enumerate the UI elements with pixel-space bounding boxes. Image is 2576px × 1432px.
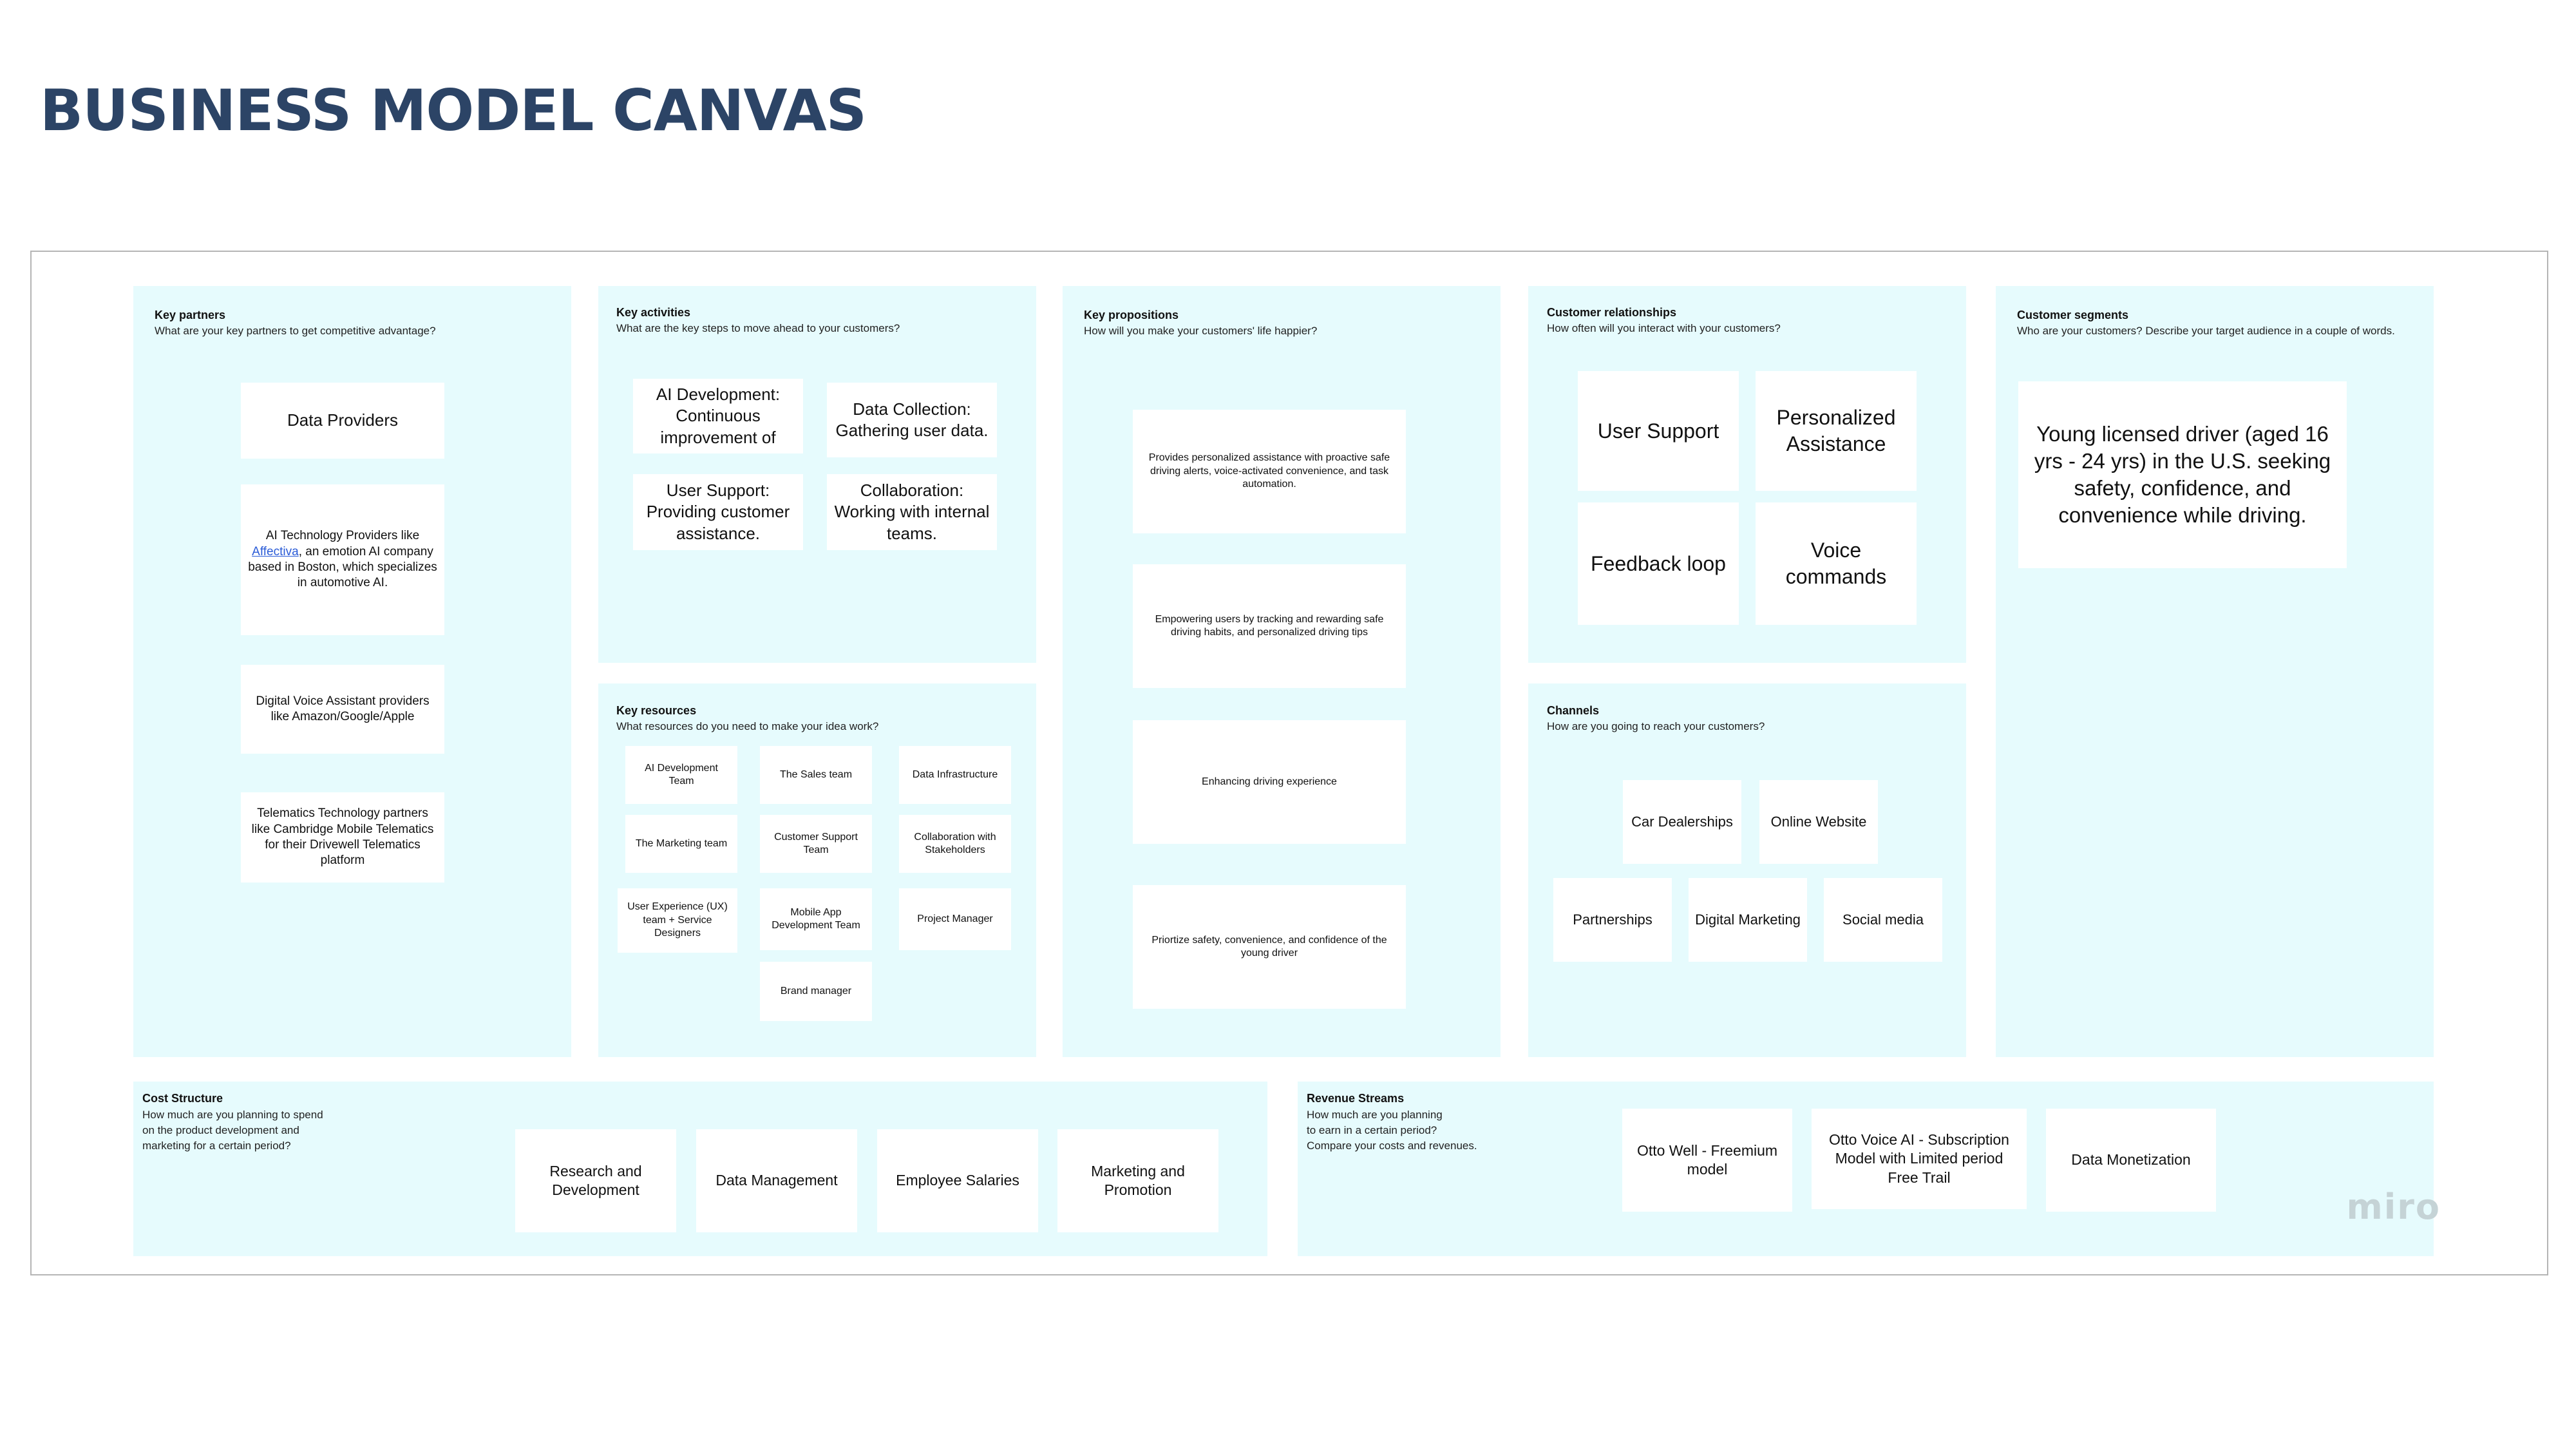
sticky-note[interactable] bbox=[1759, 780, 1878, 864]
section-question bbox=[142, 1107, 400, 1154]
sticky-note[interactable] bbox=[618, 888, 737, 953]
note-text: Otto Voice AI - Subscription Model with Limited period Free Trail bbox=[1829, 1131, 2009, 1186]
note-text: Project Manager bbox=[917, 913, 993, 924]
note-text: User Support bbox=[1597, 419, 1719, 443]
sticky-note[interactable] bbox=[1553, 878, 1672, 962]
sticky-note[interactable] bbox=[899, 888, 1011, 950]
section-question: What are the key steps to move ahead to your customers? bbox=[616, 322, 900, 334]
key-propositions-section[interactable] bbox=[1063, 286, 1501, 1057]
section-question: Who are your customers? Describe your target audience in a couple of words. bbox=[2017, 325, 2395, 337]
note-text: The Marketing team bbox=[635, 837, 728, 849]
note-text: Marketing and Promotion bbox=[1091, 1162, 1185, 1198]
note-text: Priortize safety, convenience, and confidence of the young driver bbox=[1151, 934, 1387, 959]
sticky-note[interactable] bbox=[877, 1129, 1038, 1232]
note-text-post: , an emotion AI company based in Boston, which specializes in automotive AI. bbox=[248, 544, 437, 590]
section-question: What resources do you need to make your idea work? bbox=[616, 720, 879, 732]
note-text: Telematics Technology partners like Cambridge Mobile Telematics for their Drivewell Telematics platform bbox=[251, 807, 434, 868]
note-text: Data Providers bbox=[287, 410, 398, 430]
sticky-note[interactable] bbox=[515, 1129, 676, 1232]
question-line: How much are you planning bbox=[1307, 1109, 1443, 1121]
sticky-note[interactable] bbox=[1578, 502, 1739, 625]
note-text: Personalized Assistance bbox=[1776, 406, 1896, 455]
note-text: Feedback loop bbox=[1591, 551, 1726, 575]
question-line: How much are you planning to spend bbox=[142, 1109, 323, 1121]
sticky-note[interactable] bbox=[1622, 1109, 1792, 1212]
sticky-note[interactable] bbox=[1133, 885, 1406, 1009]
key-activities-section[interactable] bbox=[598, 286, 1036, 663]
sticky-note[interactable] bbox=[633, 474, 803, 550]
question-line: Compare your costs and revenues. bbox=[1307, 1140, 1477, 1152]
section-question: How are you going to reach your customers? bbox=[1547, 720, 1765, 732]
note-text: Partnerships bbox=[1573, 911, 1653, 928]
note-text: Social media bbox=[1842, 911, 1924, 928]
channels-section[interactable] bbox=[1528, 683, 1966, 1057]
sticky-note[interactable] bbox=[696, 1129, 857, 1232]
sticky-note[interactable] bbox=[899, 746, 1011, 804]
sticky-note[interactable] bbox=[241, 792, 444, 883]
customer-relationships-section[interactable] bbox=[1528, 286, 1966, 663]
sticky-note[interactable] bbox=[1689, 878, 1807, 962]
sticky-note[interactable] bbox=[1756, 371, 1917, 491]
section-title: Revenue Streams bbox=[1307, 1092, 1405, 1105]
affectiva-link[interactable]: Affectiva bbox=[252, 544, 299, 558]
sticky-note[interactable] bbox=[1756, 502, 1917, 625]
sticky-note[interactable] bbox=[760, 815, 872, 873]
note-text: Customer Support Team bbox=[774, 831, 858, 855]
note-text: Data Collection: Gathering user data. bbox=[835, 399, 989, 440]
note-text: Collaboration: Working with internal teams. bbox=[834, 481, 990, 543]
sticky-note[interactable] bbox=[760, 962, 872, 1021]
note-text: User Support: Providing customer assistance. bbox=[646, 481, 790, 543]
question-line: on the product development and bbox=[142, 1124, 299, 1136]
sticky-note[interactable] bbox=[1057, 1129, 1218, 1232]
sticky-note[interactable] bbox=[625, 746, 737, 804]
question-line: marketing for a certain period? bbox=[142, 1140, 291, 1152]
sticky-note[interactable] bbox=[633, 379, 803, 453]
key-resources-section[interactable] bbox=[598, 683, 1036, 1057]
sticky-note[interactable] bbox=[241, 383, 444, 459]
note-text: Voice commands bbox=[1785, 539, 1887, 588]
sticky-note[interactable] bbox=[1623, 780, 1741, 864]
sticky-note[interactable] bbox=[760, 888, 872, 950]
key-partners-section[interactable] bbox=[133, 286, 571, 1057]
sticky-note[interactable] bbox=[1133, 410, 1406, 533]
note-text: Brand manager bbox=[780, 985, 852, 997]
cost-structure-section[interactable] bbox=[133, 1082, 1267, 1256]
section-title: Key resources bbox=[616, 704, 697, 717]
section-title: Key partners bbox=[155, 309, 226, 321]
note-text: User Experience (UX) team + Service Designers bbox=[627, 901, 728, 939]
note-text: Otto Well - Freemium model bbox=[1636, 1141, 1778, 1178]
sticky-note[interactable] bbox=[1133, 720, 1406, 844]
note-text bbox=[247, 528, 438, 591]
section-question: How often will you interact with your customers? bbox=[1547, 322, 1781, 334]
sticky-note[interactable] bbox=[1824, 878, 1942, 962]
sticky-note[interactable] bbox=[1812, 1109, 2027, 1209]
sticky-note[interactable] bbox=[241, 484, 444, 635]
customer-segments-section[interactable] bbox=[1996, 286, 2434, 1057]
note-text: The Sales team bbox=[779, 769, 853, 780]
note-text: AI Development Team bbox=[645, 762, 718, 787]
section-question bbox=[1307, 1107, 1564, 1154]
section-title: Channels bbox=[1547, 704, 1600, 717]
sticky-note[interactable] bbox=[241, 665, 444, 754]
note-text: Data Infrastructure bbox=[912, 769, 998, 780]
sticky-note[interactable] bbox=[1578, 371, 1739, 491]
section-question: How will you make your customers' life happier? bbox=[1084, 325, 1318, 337]
sticky-note[interactable] bbox=[899, 815, 1011, 873]
note-text: Provides personalized assistance with proactive safe driving alerts, voice-activated convenience, and task automation. bbox=[1148, 452, 1390, 490]
note-text: Digital Marketing bbox=[1695, 911, 1801, 928]
sticky-note[interactable] bbox=[2046, 1109, 2216, 1212]
section-title: Customer relationships bbox=[1547, 306, 1677, 319]
note-text: Digital Voice Assistant providers like Amazon/Google/Apple bbox=[256, 694, 430, 723]
note-text: AI Development: Continuous improvement of bbox=[656, 385, 781, 447]
question-line: to earn in a certain period? bbox=[1307, 1124, 1437, 1136]
note-text: Car Dealerships bbox=[1631, 813, 1733, 830]
section-question: What are your key partners to get competitive advantage? bbox=[155, 325, 436, 337]
note-text: Data Management bbox=[715, 1172, 838, 1189]
miro-logo: miro bbox=[2346, 1187, 2441, 1227]
note-text: Young licensed driver (aged 16 yrs - 24 yrs) in the U.S. seeking safety, confidence, and convenience while driving. bbox=[2034, 421, 2331, 528]
sticky-note[interactable] bbox=[2018, 381, 2347, 568]
note-text: Research and Development bbox=[549, 1162, 642, 1198]
note-text: Enhancing driving experience bbox=[1202, 776, 1337, 787]
note-text: Empowering users by tracking and rewarding safe driving habits, and personalized driving tips bbox=[1155, 613, 1384, 638]
note-text: Online Website bbox=[1770, 813, 1867, 830]
section-title: Key activities bbox=[616, 306, 691, 319]
note-text: Employee Salaries bbox=[896, 1172, 1019, 1189]
section-title: Customer segments bbox=[2017, 309, 2129, 321]
section-title: Cost Structure bbox=[142, 1092, 223, 1105]
note-text-pre: AI Technology Providers like bbox=[265, 529, 420, 543]
note-text: Data Monetization bbox=[2071, 1151, 2191, 1169]
page-title: BUSINESS MODEL CANVAS bbox=[40, 77, 867, 144]
section-title: Key propositions bbox=[1084, 309, 1179, 321]
sticky-note[interactable] bbox=[827, 474, 997, 550]
sticky-note[interactable] bbox=[760, 746, 872, 804]
note-text: Collaboration with Stakeholders bbox=[914, 831, 996, 855]
revenue-streams-section[interactable] bbox=[1298, 1082, 2434, 1256]
note-text: Mobile App Development Team bbox=[772, 906, 860, 931]
sticky-note[interactable] bbox=[827, 383, 997, 457]
sticky-note[interactable] bbox=[625, 815, 737, 873]
sticky-note[interactable] bbox=[1133, 564, 1406, 688]
